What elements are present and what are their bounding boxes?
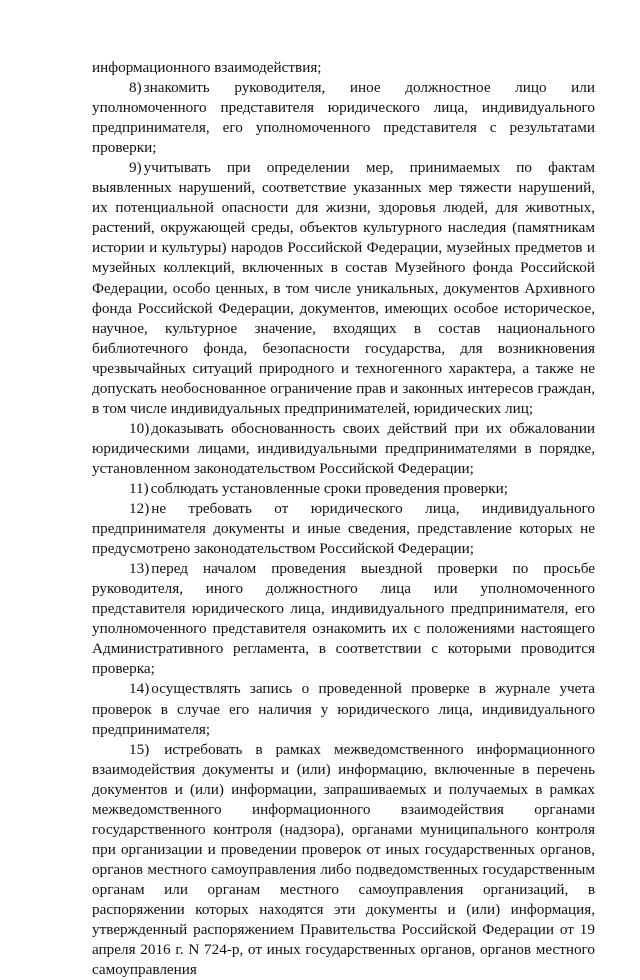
item-number: 12) bbox=[129, 500, 150, 518]
paragraph-text: информационного взаимодействия; bbox=[92, 59, 322, 76]
item-number: 15) bbox=[129, 740, 150, 758]
paragraph-text: не требовать от юридического лица, индивидуального предпринимателя документы и иные сведения, представление которых не предусмотрено законодательством Российской Федерации; bbox=[92, 500, 595, 558]
paragraph-text: осуществлять запись о проведенной проверке в журнале учета проверок в случае его наличия у юридического лица, индивидуального предпринимателя; bbox=[92, 680, 595, 738]
paragraph-text: учитывать при определении мер, принимаемых по фактам выявленных нарушений, соответствие указанных мер тяжести нарушений, их потенциальной опасности для жизни, здоровья людей, для животных, растений, окружающей среды, объектов культурного наследия (памятникам истории и культуры) народов Российской Федерации, музейных предметов и музейных коллекций, включенных в состав Музейного фонда Российской Федерации, особо ценных, в том числе уникальных, документов Архивного фонда Российской Федерации, документов, имеющих особое историческое, научное, культурное значение, входящих в состав национального библиотечного фонда, безопасности государства, для возникновения чрезвычайных ситуаций природного и техногенного характера, а также не допускать необоснованное ограничение прав и законных интересов граждан, в том числе индивидуальных предпринимателей, юридических лиц; bbox=[92, 159, 595, 417]
paragraph-item-12 bbox=[92, 499, 595, 559]
paragraph-item-8 bbox=[92, 78, 595, 158]
paragraph-text: истребовать в рамках межведомственного информационного взаимодействия документы и (или) информацию, включенные в перечень документов и (или) информации, запрашиваемых и получаемых в рамках межведомственного информационного взаимодействия органами государственного контроля (надзора), органами муниципального контроля при организации и проведении проверок от иных государственных органов, органов местного самоуправления либо подведомственных государственным органам или органам местного самоуправления организаций, в распоряжении которых находятся эти документы и (или) информация, утвержденный распоряжением Правительства Российской Федерации от 19 апреля 2016 г. N 724-р, от иных государственных органов, органов местного самоуправления bbox=[92, 740, 595, 979]
paragraph-item-14 bbox=[92, 679, 595, 739]
paragraph-item-11 bbox=[92, 479, 595, 499]
item-number: 10) bbox=[129, 419, 150, 437]
paragraph-text: соблюдать установленные сроки проведения проверки; bbox=[150, 479, 508, 497]
paragraph-item-13 bbox=[92, 559, 595, 679]
paragraph-text: перед началом проведения выездной проверки по просьбе руководителя, иного должностного лица или уполномоченного представителя юридического лица, индивидуального предпринимателя, его уполномоченного представителя ознакомить их с положениями настоящего Административного регламента, в соответствии с которыми проводится проверка; bbox=[92, 560, 595, 678]
paragraph-text: доказывать обоснованность своих действий при их обжаловании юридическими лицами, индивидуальными предпринимателями в порядке, установленном законодательством Российской Федерации; bbox=[92, 419, 595, 477]
item-number: 9) bbox=[129, 159, 142, 177]
item-number: 8) bbox=[129, 79, 142, 97]
paragraph-text: знакомить руководителя, иное должностное лицо или уполномоченного представителя юридического лица, индивидуального предпринимателя, его уполномоченного представителя с результатами проверки; bbox=[92, 79, 595, 157]
item-number: 14) bbox=[129, 680, 150, 698]
document-body bbox=[92, 58, 595, 980]
paragraph-item-9 bbox=[92, 158, 595, 419]
paragraph-continuation bbox=[92, 58, 595, 78]
item-number: 11) bbox=[129, 479, 149, 497]
paragraph-item-10 bbox=[92, 419, 595, 479]
paragraph-item-15 bbox=[92, 740, 595, 980]
item-number: 13) bbox=[129, 560, 150, 578]
